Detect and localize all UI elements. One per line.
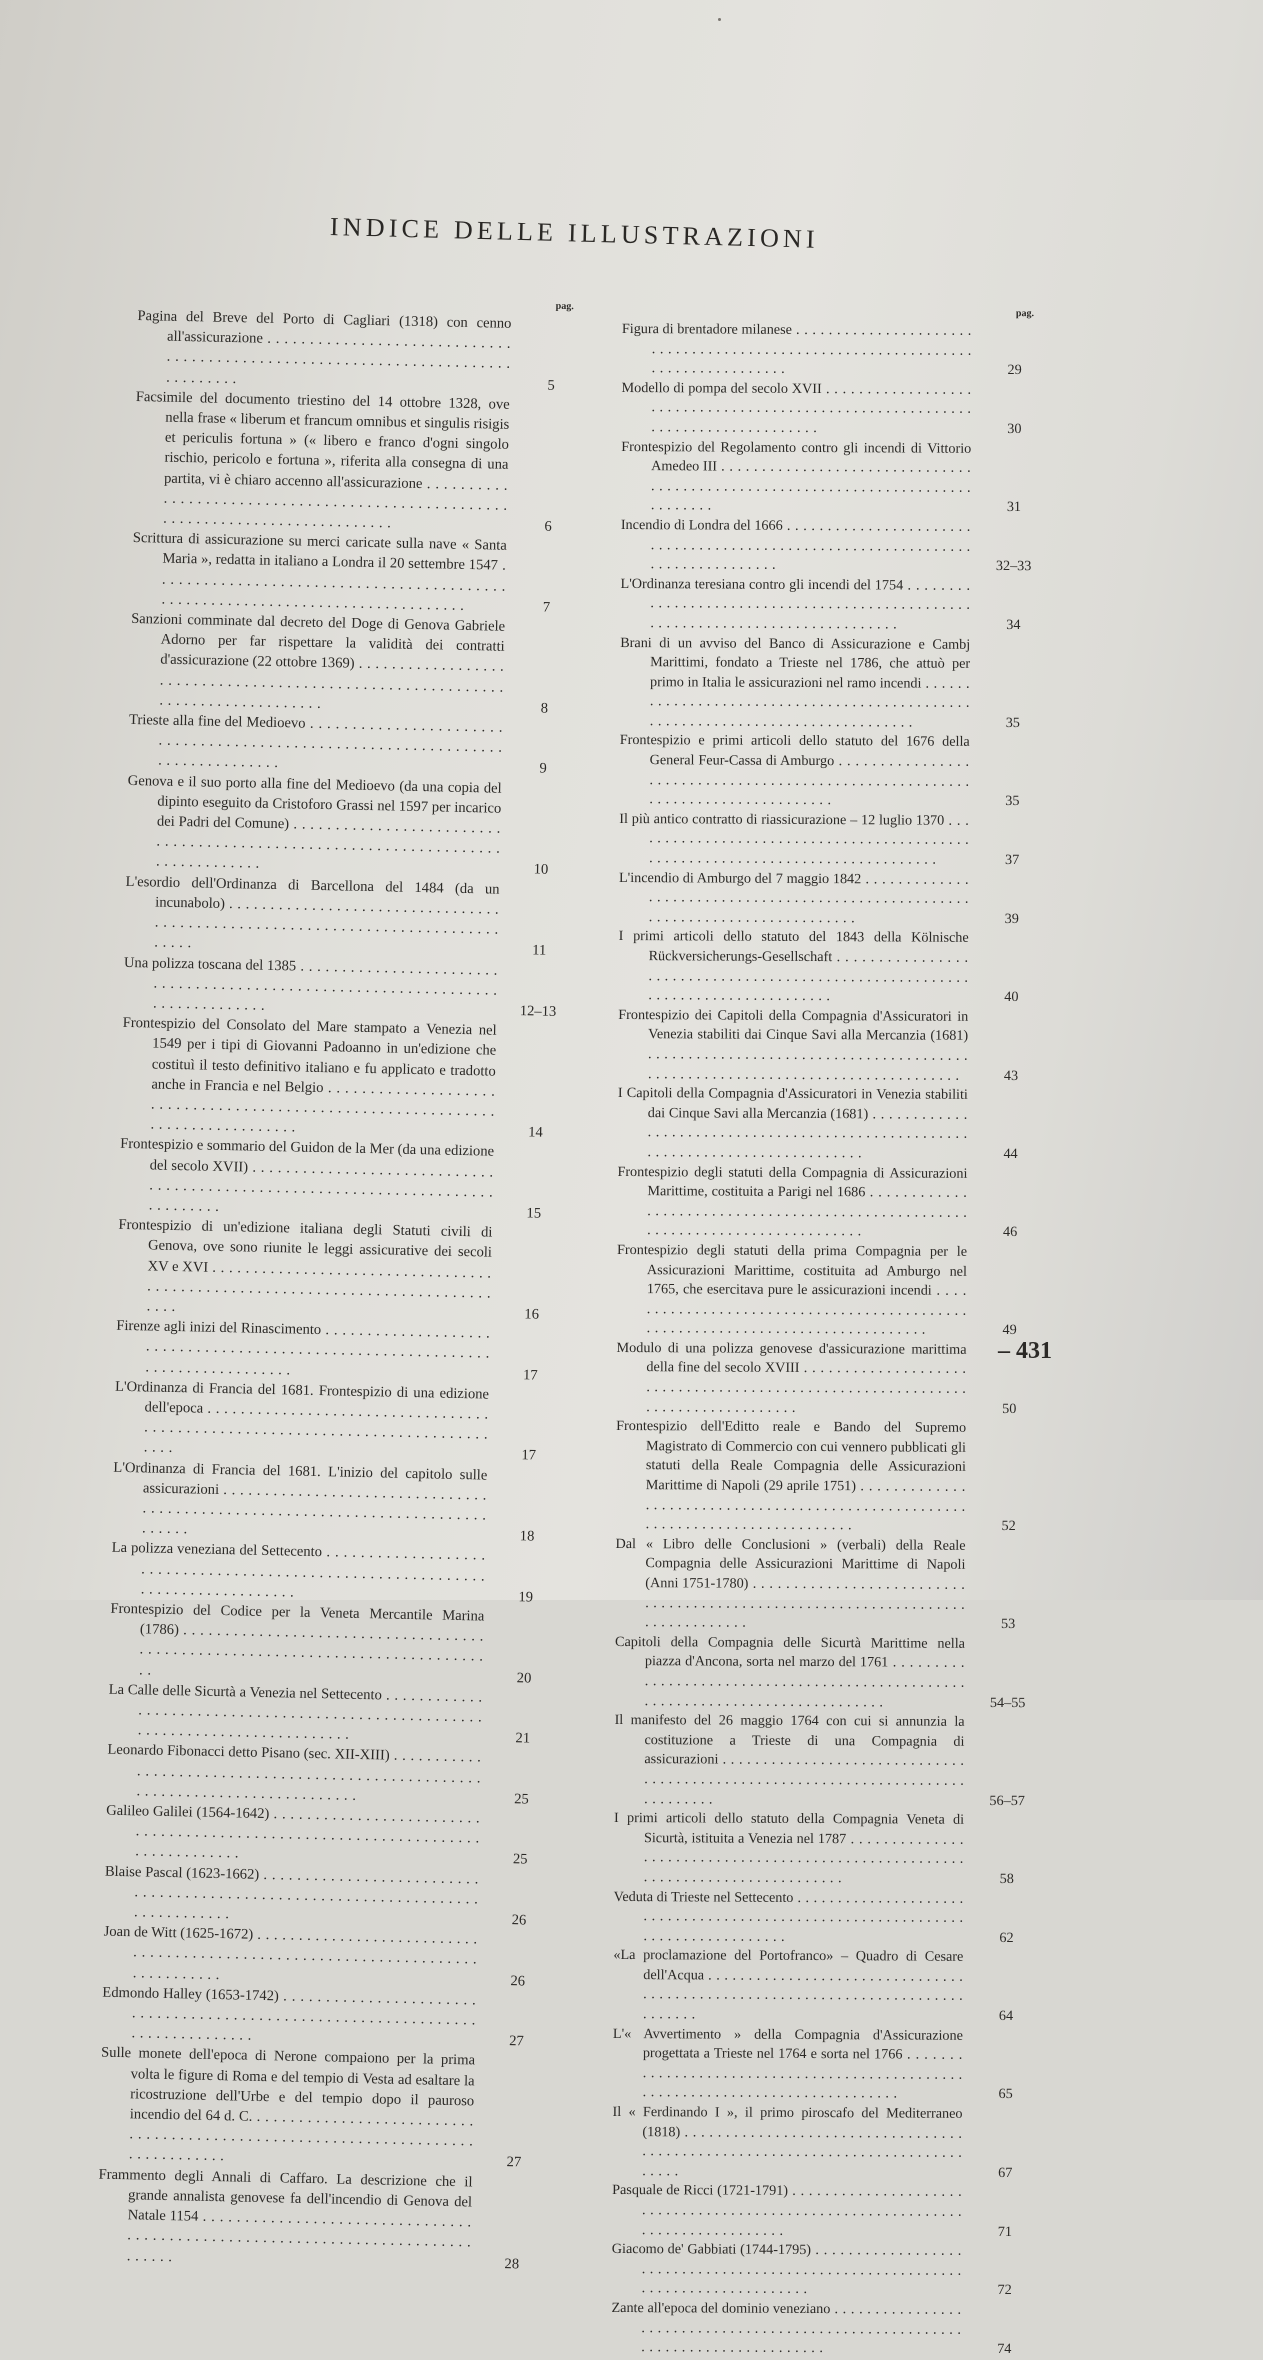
entry-caption-text: Capitoli della Compagnia delle Sicurtà Marittime nella piazza d'Ancona, sorta nel marzo del 1761 xyxy=(614,1633,966,1671)
entry-caption xyxy=(126,771,502,880)
entry-caption xyxy=(104,1861,479,1929)
entry-page-number: 26 xyxy=(510,1972,526,1990)
entry-caption-text: Veduta di Trieste nel Settecento xyxy=(613,1888,794,1906)
entry-caption-text: Pagina del Breve del Porto di Cagliari (1318) con cenno all'assicurazione xyxy=(137,307,512,347)
entry-caption xyxy=(617,1163,967,1243)
entry-page-number: 26 xyxy=(511,1912,527,1929)
entry-page-number: 30 xyxy=(1007,420,1022,438)
entry-caption-text: I Capitoli della Compagnia d'Assicuratori in Venezia stabiliti dai Cinque Savi alla Mercanzia (1681) xyxy=(617,1085,968,1123)
entry-list xyxy=(97,306,584,2275)
index-entry xyxy=(615,1633,1041,1714)
entry-page-number: 17 xyxy=(522,1366,538,1384)
entry-caption xyxy=(123,952,498,1020)
index-entry xyxy=(621,438,1047,519)
entry-caption-text: L'esordio dell'Ordinanza di Barcellona del 1484 (da un incunabolo) xyxy=(125,873,500,912)
entry-page-number: 44 xyxy=(1003,1145,1018,1163)
entry-page-number: 15 xyxy=(526,1205,542,1222)
entry-caption-text: L'Ordinanza teresiana contro gli incendi del 1754 xyxy=(620,575,904,594)
entry-caption xyxy=(136,306,512,395)
index-entry xyxy=(136,306,584,396)
entry-caption xyxy=(105,1801,480,1869)
index-entry xyxy=(620,633,1047,733)
entry-list xyxy=(611,320,1048,2360)
page-number: – 431 xyxy=(998,1338,1052,1364)
index-entry xyxy=(128,710,575,780)
entry-caption xyxy=(619,731,969,811)
index-entry xyxy=(618,927,1044,1008)
entry-caption xyxy=(612,2240,962,2301)
entry-page-number: 54–55 xyxy=(989,1694,1026,1711)
entry-caption-text: Facsimile del documento triestino del 14 ottobre 1328, ove nella frase « liberum et francum omnibus et singulis risigis et periculis fortuna » (« libero e franco d'ogni singolo rischio, pericolo e fortuna », riferita alla consegna di una partita, vi è chiaro accenno all'assicurazione xyxy=(135,388,510,492)
entry-caption xyxy=(111,1538,486,1606)
index-entry xyxy=(613,2025,1039,2106)
entry-caption xyxy=(611,2299,961,2360)
entry-caption-text: La Calle delle Sicurtà a Venezia nel Settecento xyxy=(108,1681,383,1704)
entry-caption xyxy=(622,320,972,381)
page-title: INDICE DELLE ILLUSTRAZIONI xyxy=(329,212,820,254)
entry-caption-text: Frontespizio del Regolamento contro gli incendi di Vittorio Amedeo III xyxy=(621,438,972,475)
index-entry xyxy=(616,1339,1042,1420)
entry-page-number: 20 xyxy=(516,1669,532,1687)
entry-caption xyxy=(614,1711,965,1811)
entry-caption xyxy=(108,1680,483,1748)
index-entry xyxy=(613,1946,1039,2027)
entry-caption xyxy=(101,1982,476,2050)
entry-caption-text: Joan de Witt (1625-1672) xyxy=(103,1923,254,1944)
entry-caption xyxy=(129,609,505,718)
entry-caption xyxy=(612,2103,962,2183)
entry-caption-text: Frontespizio di un'edizione italiana degli Statuti civili di Genova, ove sono riunite le leggi assicurative dei secoli XV e XVI xyxy=(118,1216,493,1276)
entry-page-number: 53 xyxy=(1000,1616,1016,1633)
entry-caption-text: Modulo di una polizza genovese d'assicurazione marittima della fine del secolo XVIII xyxy=(616,1339,967,1377)
entry-caption xyxy=(616,1339,966,1419)
entry-caption-text: Frontespizio del Codice per la Veneta Mercantile Marina (1786) xyxy=(110,1600,485,1639)
entry-caption xyxy=(119,1134,495,1223)
entry-caption xyxy=(618,1084,968,1164)
entry-page-number: 11 xyxy=(532,942,547,959)
entry-page-number: 34 xyxy=(1006,616,1021,633)
entry-caption-text: Modello di pompa del secolo XVII xyxy=(621,379,822,397)
index-entry xyxy=(103,1922,550,1992)
entry-caption xyxy=(618,927,968,1007)
index-entry xyxy=(619,731,1045,812)
index-entry xyxy=(612,2181,1038,2242)
index-entry xyxy=(131,528,579,618)
index-column-right xyxy=(611,306,1048,2360)
entry-page-number: 25 xyxy=(512,1851,528,1868)
entry-page-number: 19 xyxy=(518,1589,534,1606)
entry-caption-text: Genova e il suo porto alla fine del Medioevo (da una copia del dipinto eseguito da Cristoforo Grassi nel 1597 per incarico dei Padri del Comune) xyxy=(127,772,502,833)
entry-caption xyxy=(120,1013,496,1142)
entry-caption xyxy=(613,1887,963,1948)
entry-page-number: 52 xyxy=(1001,1518,1016,1535)
entry-caption xyxy=(109,1599,485,1688)
entry-caption xyxy=(612,2181,962,2242)
entry-caption xyxy=(97,2164,473,2273)
entry-page-number: 27 xyxy=(506,2154,522,2171)
index-entry xyxy=(97,2164,545,2274)
entry-page-number: 16 xyxy=(524,1306,540,1323)
entry-caption-text: Il manifesto del 26 maggio 1764 con cui si annunzia la costituzione a Trieste di una Compagnia di assicurazioni xyxy=(614,1712,965,1768)
entry-caption xyxy=(619,869,969,930)
entry-caption xyxy=(128,710,503,778)
entry-caption-text: Frontespizio degli statuti della prima Compagnia per le Assicurazioni Marittime, costituita ad Amburgo nel 1765, che esercitava pure le assicurazioni incendi xyxy=(617,1241,968,1299)
entry-caption-text: Firenze agli inizi del Rinascimento xyxy=(116,1317,322,1339)
index-entry xyxy=(617,1163,1043,1244)
entry-caption xyxy=(618,1006,968,1086)
index-entry xyxy=(123,952,570,1022)
entry-caption-text: Frontespizio degli statuti della Compagnia di Assicurazioni Marittime, costituita a Parigi nel 1686 xyxy=(617,1163,968,1201)
index-entry xyxy=(614,1711,1041,1811)
entry-page-number: 43 xyxy=(1003,1067,1019,1084)
entry-caption-text: I primi articoli dello statuto della Compagnia Veneta di Sicurtà, istituita a Venezia nel 1787 xyxy=(614,1810,965,1847)
entry-caption xyxy=(114,1377,490,1466)
index-entry xyxy=(120,1013,568,1144)
entry-caption-text: L'incendio di Amburgo del 7 maggio 1842 xyxy=(618,869,862,887)
index-entry xyxy=(106,1740,553,1810)
entry-caption-text: Scrittura di assicurazione su merci caricate sulla nave « Santa Maria », redatta in italiano a Londra il 20 settembre 1547 xyxy=(132,530,507,575)
entry-caption xyxy=(621,379,971,440)
entry-caption-text: Frontespizio dei Capitoli della Compagnia d'Assicuratori in Venezia stabiliti dai Cinque Savi alla Mercanzia (1681) xyxy=(618,1006,969,1045)
index-entry xyxy=(112,1457,560,1547)
entry-page-number: 46 xyxy=(1003,1224,1018,1241)
entry-caption-text: L'« Avvertimento » della Compagnia d'Assicurazione progettata a Trieste nel 1764 e sorta nel 1766 xyxy=(612,2025,963,2063)
entry-caption xyxy=(106,1740,481,1808)
pag-header: pag. xyxy=(555,300,574,313)
entry-page-number: 32–33 xyxy=(995,558,1032,575)
entry-caption-text: Blaise Pascal (1623-1662) xyxy=(104,1863,260,1883)
index-entry xyxy=(101,1982,548,2052)
entry-page-number: 6 xyxy=(544,518,552,535)
entry-caption xyxy=(103,1922,478,1990)
index-entry xyxy=(618,1084,1044,1165)
entry-page-number: 74 xyxy=(997,2341,1012,2358)
entry-page-number: 8 xyxy=(540,700,549,717)
entry-page-number: 56–57 xyxy=(989,1792,1025,1809)
entry-page-number: 31 xyxy=(1006,499,1022,516)
index-entry xyxy=(105,1801,552,1871)
entry-caption xyxy=(616,1417,967,1536)
index-entry xyxy=(617,1241,1044,1341)
entry-caption xyxy=(617,1241,968,1341)
entry-page-number: 37 xyxy=(1004,852,1020,869)
entry-caption-text: Trieste alla fine del Medioevo xyxy=(128,711,306,732)
index-entry xyxy=(615,1535,1042,1635)
entry-caption-text: Brani di un avviso del Banco di Assicurazione e Cambj Marittimi, fondato a Trieste nel 1786, che attuò per primo in Italia le assicurazioni nel ramo incendi xyxy=(620,634,971,692)
index-entry xyxy=(616,1417,1043,1537)
entry-page-number: 58 xyxy=(999,1870,1014,1887)
entry-caption xyxy=(99,2043,475,2172)
entry-page-number: 12–13 xyxy=(519,1003,557,1020)
index-entry xyxy=(133,387,582,538)
entry-caption xyxy=(614,1809,964,1889)
entry-caption-text: Sanzioni comminate dal decreto del Doge di Genova Gabriele Adorno per far rispettare la validità dei contratti d'assicurazione (22 ottobre 1369) xyxy=(130,610,506,673)
entry-caption-text: La polizza veneziana del Settecento xyxy=(111,1540,323,1561)
entry-page-number: 65 xyxy=(998,2086,1013,2103)
entry-caption-text: Sulle monete dell'epoca di Nerone compaiono per la prima volta le figure di Roma e del tempio di Vesta ad esaltare la ricostruzione dell'Urbe e del tempio dopo il pauroso incendio del 64 d. C. xyxy=(100,2045,476,2125)
entry-page-number: 28 xyxy=(504,2255,520,2272)
entry-caption xyxy=(619,810,969,871)
index-entry xyxy=(619,810,1045,871)
entry-caption-text: Il « Ferdinando I », il primo piroscafo del Mediterraneo (1818) xyxy=(612,2104,963,2140)
entry-caption xyxy=(621,516,971,577)
dot-leader xyxy=(642,2124,962,2179)
index-entry xyxy=(612,2240,1038,2301)
entry-caption-text: L'Ordinanza di Francia del 1681. Frontespizio di una edizione dell'epoca xyxy=(114,1378,490,1417)
entry-caption-text: Frontespizio e primi articoli dello statuto del 1676 della General Feur-Cassa di Amburgo xyxy=(619,732,970,770)
index-entry xyxy=(111,1538,558,1608)
index-entry xyxy=(124,872,572,962)
index-entry xyxy=(119,1134,567,1224)
index-entry xyxy=(618,1006,1044,1087)
entry-page-number: 25 xyxy=(514,1791,529,1808)
entry-caption xyxy=(115,1316,490,1384)
index-entry xyxy=(614,1809,1040,1890)
index-entry xyxy=(104,1861,551,1931)
index-entry xyxy=(613,1887,1039,1948)
entry-page-number: 14 xyxy=(528,1124,543,1141)
entry-caption xyxy=(621,438,971,518)
entry-caption-text: Figura di brentadore milanese xyxy=(621,320,792,338)
entry-caption xyxy=(131,528,507,617)
index-entry xyxy=(620,575,1046,636)
index-entry xyxy=(611,2299,1037,2360)
entry-page-number: 27 xyxy=(508,2033,524,2050)
index-entry xyxy=(126,771,574,881)
index-entry xyxy=(129,609,577,719)
entry-caption-text: Frammento degli Annali di Caffaro. La descrizione che il grande annalista genovese fa dell'incendio di Genova del Natale 1154 xyxy=(98,2166,473,2225)
entry-page-number: 49 xyxy=(1002,1322,1017,1339)
entry-caption-text: Incendio di Londra del 1666 xyxy=(620,516,783,534)
entry-page-number: 71 xyxy=(997,2223,1013,2240)
entry-page-number: 72 xyxy=(997,2282,1012,2299)
entry-page-number: 39 xyxy=(1004,910,1019,927)
entry-caption-text: Galileo Galilei (1564-1642) xyxy=(106,1802,270,1823)
entry-caption xyxy=(117,1215,493,1324)
entry-caption-text: Frontespizio dell'Editto reale e Bando del Supremo Magistrato di Commercio con cui vennero pubblicati gli statuti della Reale Compagnia delle Assicurazioni Marittime di Napoli (29 aprile 1751) xyxy=(616,1418,967,1495)
entry-page-number: 21 xyxy=(515,1730,531,1747)
entry-page-number: 35 xyxy=(1005,714,1020,731)
entry-page-number: 7 xyxy=(542,599,551,616)
entry-caption-text: Zante all'epoca del dominio veneziano xyxy=(611,2299,831,2318)
entry-page-number: 62 xyxy=(999,1929,1014,1946)
entry-caption-text: Frontespizio del Consolato del Mare stampato a Venezia nel 1549 per i tipi di Giovanni Padoanno in un'edizione che costituì il testo definitivo italiano e fu applicato e tradotto anche in Francia e nel Belgio xyxy=(122,1014,497,1096)
entry-page-number: 17 xyxy=(521,1447,537,1464)
entry-caption-text: Frontespizio e sommario del Guidon de la Mer (da una edizione del secolo XVII) xyxy=(119,1136,495,1176)
entry-caption-text: Il più antico contratto di riassicurazione – 12 luglio 1370 xyxy=(619,810,945,829)
entry-caption-text: Giacomo de' Gabbiati (1744-1795) xyxy=(611,2241,812,2259)
entry-caption xyxy=(615,1633,965,1713)
entry-caption xyxy=(613,2025,963,2105)
entry-page-number: 67 xyxy=(998,2164,1013,2181)
index-entry xyxy=(115,1316,562,1386)
entry-caption-text: Una polizza toscana del 1385 xyxy=(123,954,297,974)
entry-caption-text: Pasquale de Ricci (1721-1791) xyxy=(612,2182,789,2200)
dot-leader xyxy=(139,1622,484,1678)
entry-caption-text: Dal « Libro delle Conclusioni » (verbali) della Reale Compagnia delle Assicurazioni Marittime di Napoli (Anni 1751-1780) xyxy=(615,1535,966,1592)
index-entry xyxy=(109,1599,557,1689)
entry-page-number: 29 xyxy=(1007,362,1022,379)
entry-caption-text: I primi articoli dello statuto del 1843 della Kölnische Rückversicherungs-Gesellschaft xyxy=(618,928,969,966)
index-entry xyxy=(108,1680,555,1750)
entry-caption xyxy=(615,1535,966,1635)
entry-caption xyxy=(133,387,510,536)
index-entry xyxy=(621,379,1047,440)
entry-page-number: 18 xyxy=(519,1528,535,1545)
entry-page-number: 40 xyxy=(1004,989,1019,1006)
index-entry xyxy=(99,2043,547,2174)
entry-caption-text: L'Ordinanza di Francia del 1681. L'inizio del capitolo sulle assicurazioni xyxy=(113,1459,488,1498)
index-entry xyxy=(612,2103,1038,2184)
entry-page-number: 50 xyxy=(1002,1400,1017,1417)
entry-caption-text: «La proclamazione del Portofranco» – Quadro di Cesare dell'Acqua xyxy=(613,1947,964,1984)
index-entry xyxy=(619,869,1045,930)
paper-speck xyxy=(718,18,721,21)
entry-page-number: 9 xyxy=(539,760,547,778)
entry-page-number: 64 xyxy=(998,2008,1014,2025)
index-entry xyxy=(621,516,1047,577)
pag-header: pag. xyxy=(1015,308,1034,320)
entry-page-number: 10 xyxy=(533,861,549,879)
entry-caption xyxy=(124,872,500,961)
entry-page-number: 5 xyxy=(547,377,555,394)
entry-caption xyxy=(620,633,971,733)
index-entry xyxy=(622,320,1048,381)
index-column-left xyxy=(97,292,584,2275)
entry-caption-text: Edmondo Halley (1653-1742) xyxy=(102,1984,279,2005)
entry-page-number: 35 xyxy=(1005,793,1020,810)
entry-caption xyxy=(620,575,970,636)
index-entry xyxy=(117,1215,565,1325)
entry-caption xyxy=(613,1946,963,2026)
entry-caption-text: Leonardo Fibonacci detto Pisano (sec. XII-XIII) xyxy=(107,1742,390,1765)
entry-caption xyxy=(112,1457,488,1546)
index-entry xyxy=(114,1377,562,1467)
